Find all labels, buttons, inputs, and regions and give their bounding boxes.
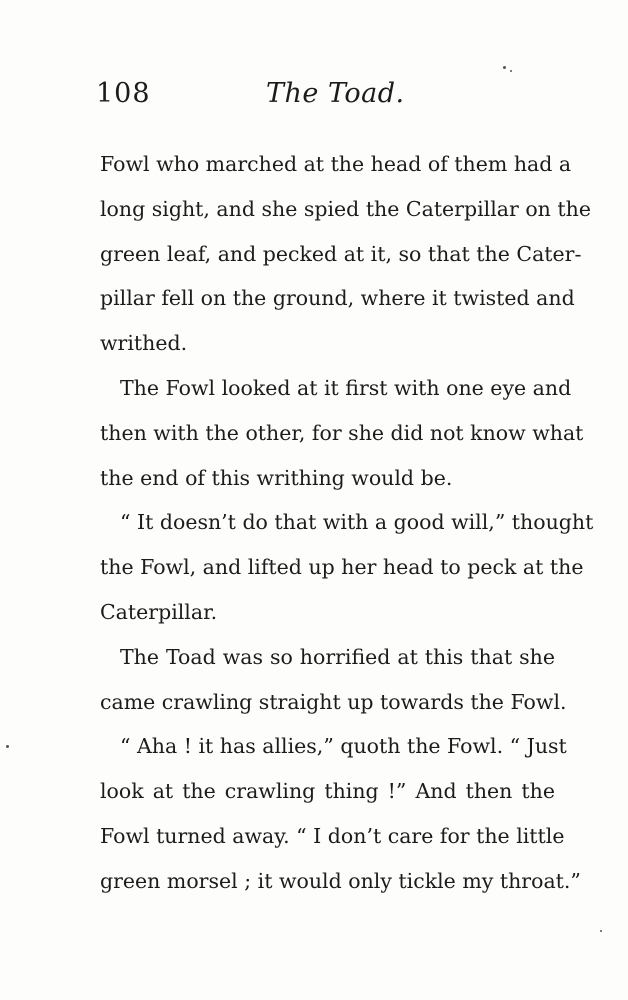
text-line: Caterpillar. xyxy=(100,599,218,624)
text-line: writhed. xyxy=(100,331,188,356)
paragraph xyxy=(100,724,581,903)
body-text xyxy=(100,142,594,904)
text-line: Fowl turned away. “ I don’t care for the little xyxy=(100,823,565,848)
text-line: green leaf, and pecked at it, so that the Cater- xyxy=(100,241,582,266)
text-line: green morsel ; it would only tickle my throat.” xyxy=(100,868,581,893)
text-line: the Fowl, and lifted up her head to peck at the xyxy=(100,555,584,580)
page-number: 108 xyxy=(96,78,151,109)
text-line: Fowl who marched at the head of them had a xyxy=(100,152,572,176)
text-line: “ It doesn’t do that with a good will,” thought xyxy=(120,510,594,535)
text-line: The Toad was so horrified at this that she xyxy=(120,644,555,669)
text-line: then with the other, for she did not know what xyxy=(100,420,584,445)
text-line: look at the crawling thing !” And then the xyxy=(100,779,555,804)
scan-speck xyxy=(510,70,512,72)
paragraph xyxy=(100,500,594,634)
running-head xyxy=(96,78,536,118)
text-line: long sight, and she spied the Caterpillar on the xyxy=(100,196,591,221)
text-line: “ Aha ! it has allies,” quoth the Fowl. “ Just xyxy=(120,734,567,759)
text-line: pillar fell on the ground, where it twisted and xyxy=(100,286,575,311)
text-line: the end of this writhing would be. xyxy=(100,465,453,490)
paragraph xyxy=(100,366,584,500)
running-title: The Toad. xyxy=(266,78,405,109)
scan-speck xyxy=(503,66,506,69)
paragraph xyxy=(100,635,567,725)
text-line: The Fowl looked at it first with one eye and xyxy=(120,375,572,400)
scan-speck xyxy=(600,930,602,932)
text-line: came crawling straight up towards the Fowl. xyxy=(100,689,567,714)
scan-speck xyxy=(6,745,9,748)
paragraph xyxy=(100,142,591,366)
